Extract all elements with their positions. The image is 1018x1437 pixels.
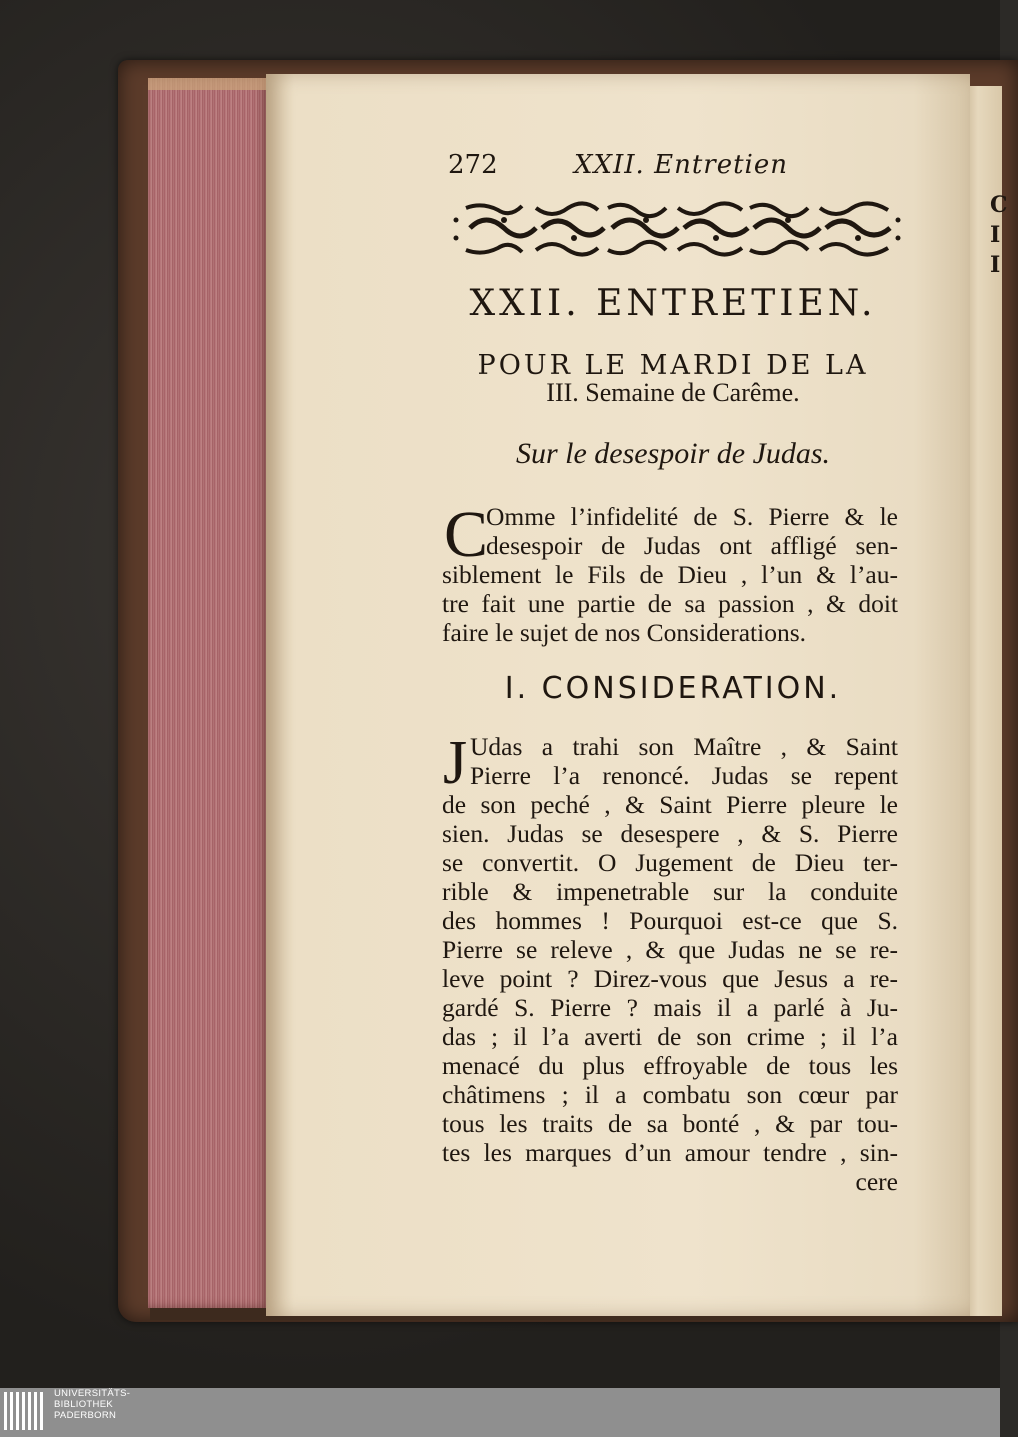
text-line: Pierre se releve , & que Judas ne se re-: [442, 935, 898, 964]
facing-letter: I: [990, 252, 1001, 278]
text-line: sien. Judas se desespere , & S. Pierre: [442, 819, 898, 848]
library-logo-icon: [4, 1392, 50, 1430]
text-line: se convertit. O Jugement de Dieu ter-: [442, 848, 898, 877]
text-line: das ; il l’a averti de son crime ; il l’a: [442, 1022, 898, 1051]
chapter-title: XXII. ENTRETIEN.: [469, 283, 877, 324]
text-line: desespoir de Judas ont affligé sen-: [486, 531, 898, 560]
facing-page-text: [990, 190, 1008, 280]
text-line: leve point ? Direz-vous que Jesus a re-: [442, 964, 898, 993]
text-line: tre fait une partie de sa passion , & doit: [442, 589, 898, 618]
running-head: [448, 150, 898, 184]
text-line: rible & impenetrable sur la conduite: [442, 877, 898, 906]
text-line: faire le sujet de nos Considerations.: [442, 618, 806, 647]
chapter-subtitle-line2: III. Semaine de Carême.: [546, 378, 800, 407]
section-heading: I. CONSIDERATION.: [504, 671, 842, 706]
catchword: cere: [855, 1167, 898, 1196]
text-line: tes les marques d’un amour tendre , sin-: [442, 1138, 898, 1167]
topic-line: Sur le desespoir de Judas.: [515, 437, 831, 470]
page-edges: [148, 78, 270, 1308]
page-number: 272: [448, 150, 498, 180]
text-line: gardé S. Pierre ? mais il a parlé à Ju-: [442, 993, 898, 1022]
text-line: de son peché , & Saint Pierre pleure le: [442, 790, 898, 819]
library-logo-text: [54, 1388, 130, 1421]
text-line: Omme l’infidelité de S. Pierre & le: [486, 502, 898, 531]
body-dropcap: J: [443, 729, 468, 797]
text-line: Udas a trahi son Maître , & Saint: [470, 732, 898, 761]
facing-letter: C: [990, 192, 1008, 218]
text-line: menacé du plus effroyable de tous les: [442, 1051, 898, 1080]
intro-dropcap: C: [444, 498, 489, 571]
page-edges-top: [148, 78, 270, 90]
text-line: siblement le Fils de Dieu , l’un & l’au-: [442, 560, 898, 589]
logo-line: PADERBORN: [54, 1410, 117, 1421]
facing-letter: I: [990, 222, 1001, 248]
text-line: des hommes ! Pourquoi est-ce que S.: [442, 906, 898, 935]
text-line: châtimens ; il a combatu son cœur par: [442, 1080, 898, 1109]
logo-line: BIBLIOTHEK: [54, 1399, 113, 1410]
text-line: Pierre l’a renoncé. Judas se repent: [470, 761, 898, 790]
ornamental-headpiece: [452, 198, 902, 260]
chapter-subtitle: POUR LE MARDI DE LA: [477, 350, 869, 381]
logo-line: UNIVERSITÄTS-: [54, 1388, 131, 1399]
library-footer: [0, 1388, 1000, 1437]
running-title: XXII. Entretien: [574, 150, 788, 180]
text-line: tous les traits de sa bonté , & par tou-: [442, 1109, 898, 1138]
